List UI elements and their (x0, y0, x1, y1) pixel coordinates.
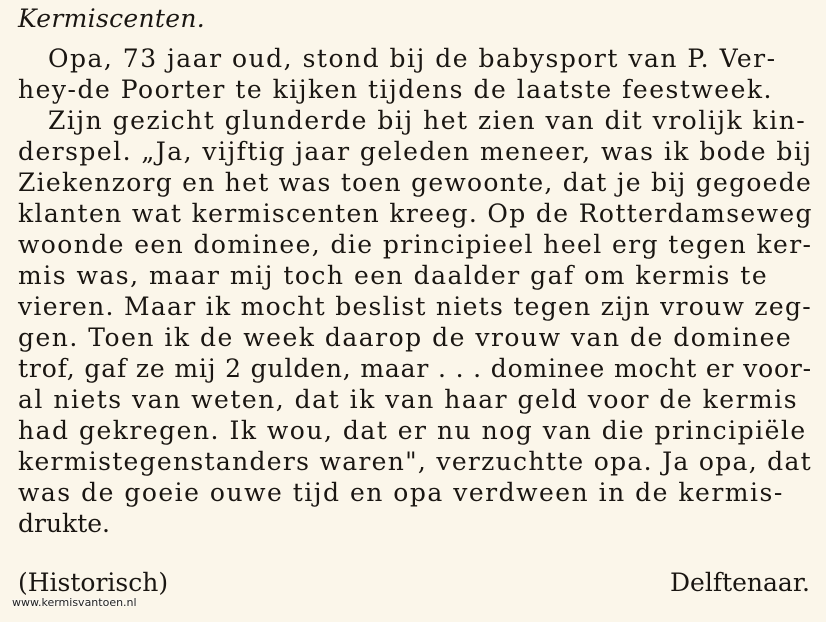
text-line: mis was, maar mij toch een daalder gaf om kermis te (18, 261, 769, 290)
text-line: Opa, 73 jaar oud, stond bij de babysport van P. Ver- (48, 44, 777, 73)
text-line: drukte. (18, 509, 110, 538)
text-line: woonde een dominee, die principieel heel erg tegen ker- (18, 230, 813, 259)
text-line: derspel. „Ja, vijftig jaar geleden meneer, was ik bode bij (18, 137, 813, 166)
text-line: Zijn gezicht glunderde bij het zien van dit vrolijk kin- (48, 106, 807, 135)
text-line: was de goeie ouwe tijd en opa verdween in de kermis- (18, 478, 784, 507)
source-note: (Historisch) (18, 568, 169, 597)
text-line: had gekregen. Ik wou, dat er nu nog van die principiële (18, 416, 807, 445)
text-line: trof, gaf ze mij 2 gulden, maar . . . dominee mocht er voor- (18, 354, 812, 383)
text-line: hey-de Poorter te kijken tijdens de laatste feestweek. (18, 75, 773, 104)
text-line: gen. Toen ik de week daarop de vrouw van de dominee (18, 323, 793, 352)
author-signature: Delftenaar. (670, 568, 810, 597)
text-line: al niets van weten, dat ik van haar geld voor de kermis (18, 385, 799, 414)
text-line: klanten wat kermiscenten kreeg. Op de Rotterdamseweg (18, 199, 813, 228)
text-line: kermistegenstanders waren", verzuchtte opa. Ja opa, dat (18, 447, 813, 476)
website-watermark: www.kermisvantoen.nl (12, 596, 137, 609)
text-line: vieren. Maar ik mocht beslist niets tegen zijn vrouw zeg- (18, 292, 812, 321)
text-line: Ziekenzorg en het was toen gewoonte, dat je bij gegoede (18, 168, 813, 197)
article-title: Kermiscenten. (18, 4, 205, 33)
